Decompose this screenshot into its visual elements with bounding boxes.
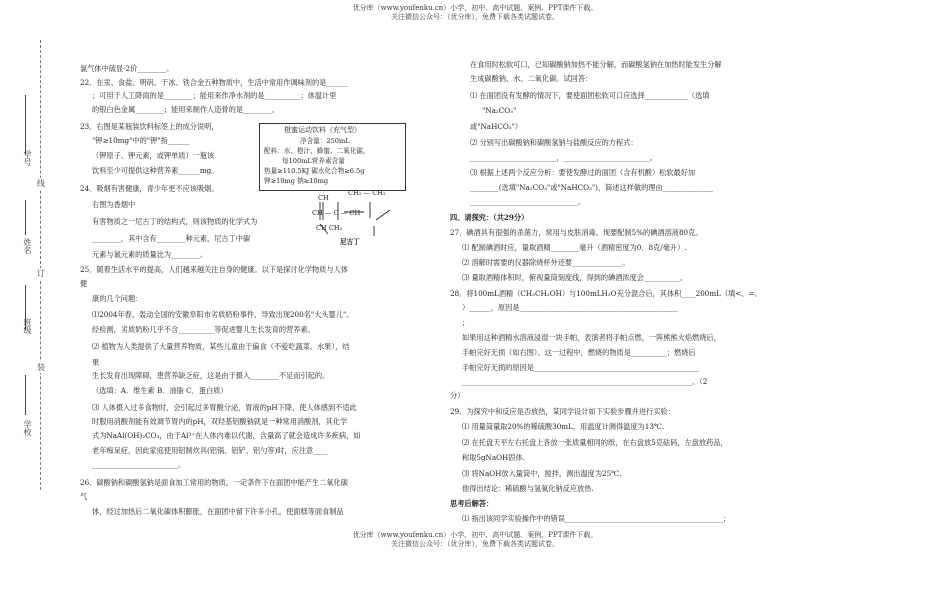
think-answer-title: 思考后解答： bbox=[450, 499, 494, 508]
q24-line-1: 24．吸烟有害健康，青少年更不应该吸烟。 bbox=[80, 184, 219, 193]
footer-line-2: 关注微信公众号：（优分库），免费下载各类试题试卷。 bbox=[391, 540, 559, 548]
q26-sub1-line-3: 或"NaHCO₃"） bbox=[470, 122, 523, 131]
q29-step-1: ⑴ 用量筒量取20%的稀硫酸30mL，用温度计测得温度为13℃. bbox=[462, 422, 665, 431]
q29-step-2b: 称取5gNaOH固体. bbox=[462, 453, 525, 462]
left-line-0: 氯气体中硫显-2价________。 bbox=[80, 64, 174, 73]
fill-line-xuehao bbox=[25, 95, 26, 155]
binding-zhuang: 装 bbox=[37, 363, 45, 372]
q26-line-2: 气 bbox=[80, 492, 88, 501]
q28-line-4: 如果用这种酒精水溶液浸湿一块手帕，表演者将手帕点燃，一阵熊熊火焰燃烧后， bbox=[462, 333, 721, 342]
q26-line-1: 26．碳酸钠和碳酸氢钠是面食加工常用的物质，一定条件下在面团中能产生二氧化碳 bbox=[80, 478, 348, 487]
nicotine-low-row: CH CH₂ bbox=[316, 224, 343, 232]
header-line-1: 优分库（www.youfenku.cn）小学、初中、高中试题、案例、PPT课件下载。 bbox=[352, 4, 598, 12]
nicotine-top-group: CH₂ — CH₂ bbox=[348, 189, 386, 197]
q29-line-1: 29．为探究中和反应是否放热，某同学设计如下实验步骤并进行实验： bbox=[450, 407, 675, 416]
q23-line-4: 饮料至少可提供这种营养素______mg。 bbox=[92, 166, 219, 175]
q28-line-5: 手帕完好无损（如右图）。这一过程中，燃烧的物质是__________；燃烧后 bbox=[462, 348, 696, 357]
q23-line-2: "钾≥10mg"中的"钾"指______ bbox=[92, 136, 190, 145]
q25-sub3-line-3: 式为NaAl(OH)₂CO₃，由于Al³⁺在人体内难以代谢，含量高了就会造成许多疾病，如 bbox=[92, 431, 361, 440]
right-line-1: 生成碳酸钠、水、二氧化碳。试回答： bbox=[470, 74, 593, 83]
q27-sub3: ⑶ 量取酒精体积时，俯视量筒刻度线，得到的碘酒浓度会__________。 bbox=[462, 273, 688, 282]
drink-label-title: 橙蜜运动饮料（充气型） bbox=[284, 126, 361, 134]
q24-line-2: 右图为香烟中 bbox=[92, 200, 136, 209]
q26-sub3-line-1: ⑶ 根据上述两个反应分析：要使发酵过的面团（含有机酸）松软最好加 bbox=[470, 168, 696, 177]
right-line-0: 在食用时松软可口，已知碳酸钠加热不能分解，而碳酸氢钠在加热时能发生分解 bbox=[470, 60, 722, 69]
drink-label-volume: 净含量：250mL bbox=[300, 137, 350, 145]
label-xingming: 姓名 bbox=[23, 238, 32, 254]
q28-line-7: ________________________________________________________________。（2 bbox=[462, 377, 708, 386]
q28-line-3: ； bbox=[462, 318, 470, 327]
q23-line-1: 23．右图是某瓶装饮料标签上的成分说明， bbox=[80, 122, 219, 131]
nicotine-caption: 尼古丁 bbox=[340, 238, 360, 246]
page-footer bbox=[0, 531, 950, 549]
q28-line-6: 手帕完好无损的原因是______________________________________________ bbox=[462, 363, 700, 372]
drink-label-per: 每100mL营养素含量 bbox=[282, 157, 345, 165]
binding-xian: 线 bbox=[37, 179, 45, 188]
q25-sub1-line-1: ⑴2004年春，轰动全国的安徽阜阳市劣质奶粉事件，导致出现200名"大头婴儿"。 bbox=[92, 310, 354, 319]
label-banji: 班级 bbox=[23, 318, 32, 334]
label-xuehao: 学号 bbox=[23, 150, 32, 166]
q25-sub1-line-2: 经检测，劣质奶粉几乎不含__________等促进婴儿生长发育的营养素。 bbox=[92, 325, 315, 334]
q28-line-1: 28．将100mL酒精（CH₃CH₂OH）与100mLH₂O充分混合后，其体积____200mL（填<、=、 bbox=[450, 289, 762, 298]
drink-label-ingredients: 配料：水、橙汁、蜂蜜、二氧化碳。 bbox=[264, 147, 370, 155]
q25-sub2-line-4: （选填：A．维生素 B．油脂 C．蛋白质） bbox=[92, 386, 228, 395]
q26-sub1-line-1: ⑴ 在面团没有发酵的情况下，要使面团松软可口应选择____________（选填 bbox=[470, 91, 710, 100]
q25-sub3-line-4: 老年痴呆症，因此家庭使用铝制炊具(铝锅、铝铲、铝勺等)时，应注意____ bbox=[92, 446, 328, 455]
label-xuexiao: 学校 bbox=[23, 420, 32, 436]
q25-line-1: 25．随着生活水平的提高，人们越来越关注自身的健康。以下是探讨化学物质与人体 bbox=[80, 265, 348, 274]
drink-label-row-2: 钾≥10mg 钠≥10mg bbox=[264, 177, 329, 185]
q27-line-1: 27．碘酒具有很强的杀菌力，常用与皮肤消毒。现要配制5%的碘酒溶液80克。 bbox=[450, 228, 703, 237]
page-header bbox=[0, 4, 950, 22]
q25-sub3-line-1: ⑶ 人体摄入过多食物时，会引起过多胃酸分泌，胃液的pH下降，使人体感到不适此 bbox=[92, 403, 357, 412]
q26-sub1-line-2: "Na₂CO₃" bbox=[482, 106, 517, 115]
q25-sub2-line-3: 生长发育出现障碍，患营养缺乏症，这是由于摄入________不足而引起的。 bbox=[92, 371, 330, 380]
q22-line-3: 的银白色金属________；能用来制作人造骨的是________。 bbox=[92, 105, 279, 114]
q25-line-3: 康的几个问题： bbox=[92, 294, 143, 303]
q27-sub1: ⑴ 配制碘酒时应，量取酒精________毫升（酒精密度为0．8克/毫升）. bbox=[462, 243, 687, 252]
drink-label-row-1: 热量≥110.5KJ 碳水化合物≥6.5g bbox=[264, 167, 365, 175]
q25-line-2: 健 bbox=[80, 279, 88, 288]
nicotine-ring-ch: CH bbox=[318, 194, 329, 202]
q23-line-3: （钾原子、钾元素，或钾单质）一瓶该 bbox=[92, 151, 215, 160]
q29-answer-1: ⑴ 指出该同学实验操作中的错误____________________________________________； bbox=[462, 514, 731, 523]
q28-line-8: 分） bbox=[450, 391, 465, 400]
footer-line-1: 优分库（www.youfenku.cn）小学、初中、高中试题、案例、PPT课件下载。 bbox=[352, 531, 598, 539]
q25-sub2-line-1: ⑵ 植物为人类提供了大量营养物质，某些儿童由于偏食（不爱吃蔬菜、水果），结 bbox=[92, 342, 350, 351]
q22-line-2: ；可用于人工降雨的是________；能用来作净水剂的是__________；体温计里 bbox=[92, 91, 337, 100]
fill-line-xuexiao bbox=[25, 375, 26, 415]
q25-sub3-line-2: 时服用消酸剂能有效调节胃内的pH，双羟基铝酸钠就是一种常用消酸剂，其化学 bbox=[92, 417, 348, 426]
fill-line-xingming bbox=[25, 200, 26, 235]
binding-dashed-line bbox=[40, 40, 41, 490]
q26-sub2-line-2: ________________________，________________________。 bbox=[470, 153, 657, 162]
pyrrolidine-bond-2 bbox=[376, 210, 390, 220]
q26-line-3: 体，经过加热后二氧化碳体积膨胀，在面团中留下许多小孔，使面糕等面食制品 bbox=[92, 507, 344, 516]
nicotine-mid-row: CH — C — CH bbox=[312, 209, 361, 217]
q28-line-2: ）______，原因是____________________________________________ bbox=[462, 303, 678, 312]
drink-label-box bbox=[259, 123, 406, 191]
nicotine-structure bbox=[308, 188, 408, 248]
section-4-title: 四、请探究：（共29分） bbox=[450, 213, 529, 222]
q26-sub2-line-1: ⑵ 分别写出碳酸钠和碳酸氢钠与盐酸反应的方程式： bbox=[470, 138, 638, 147]
q24-line-4: ________，其中含有________种元素，尼古丁中碳 bbox=[92, 234, 251, 243]
q25-sub2-line-2: 果 bbox=[92, 358, 100, 367]
q26-sub3-line-2: ________(选填"Na₂CO₃"或"NaHCO₃")，简述这样做的理由______________ bbox=[470, 183, 713, 192]
q26-sub3-line-3: ______________________________。 bbox=[470, 197, 586, 206]
q29-step-2: ⑵ 在托盘天平左右托盘上各放一张质量相同的纸，在右盘放5克砝码，左盘放药品， bbox=[462, 438, 728, 447]
q27-sub2: ⑵ 溶解时需要的仪器除烧杯外还要______________。 bbox=[462, 258, 630, 267]
q25-sub3-line-5: ________________________。 bbox=[92, 460, 186, 469]
q24-line-5: 元素与氮元素的质量比为________。 bbox=[92, 250, 208, 259]
q29-conclusion: 他得出结论：稀硫酸与氢氧化钠反应放热. bbox=[462, 484, 594, 493]
q24-line-3: 有害物质之一尼古丁的结构式，则该物质的化学式为 bbox=[92, 217, 258, 226]
header-line-2: 关注微信公众号：（优分库），免费下载各类试题试卷。 bbox=[391, 13, 559, 21]
binding-ding: 订 bbox=[37, 269, 45, 278]
q29-step-3: ⑶ 将NaOH放入量筒中，搅拌，测出温度为25℃. bbox=[462, 469, 622, 478]
q22-line-1: 22．在汞、食盐、明矾、干冰、铁合金五种物质中，生活中常用作调味剂的是______ bbox=[80, 78, 348, 87]
binding-margin bbox=[0, 0, 60, 589]
